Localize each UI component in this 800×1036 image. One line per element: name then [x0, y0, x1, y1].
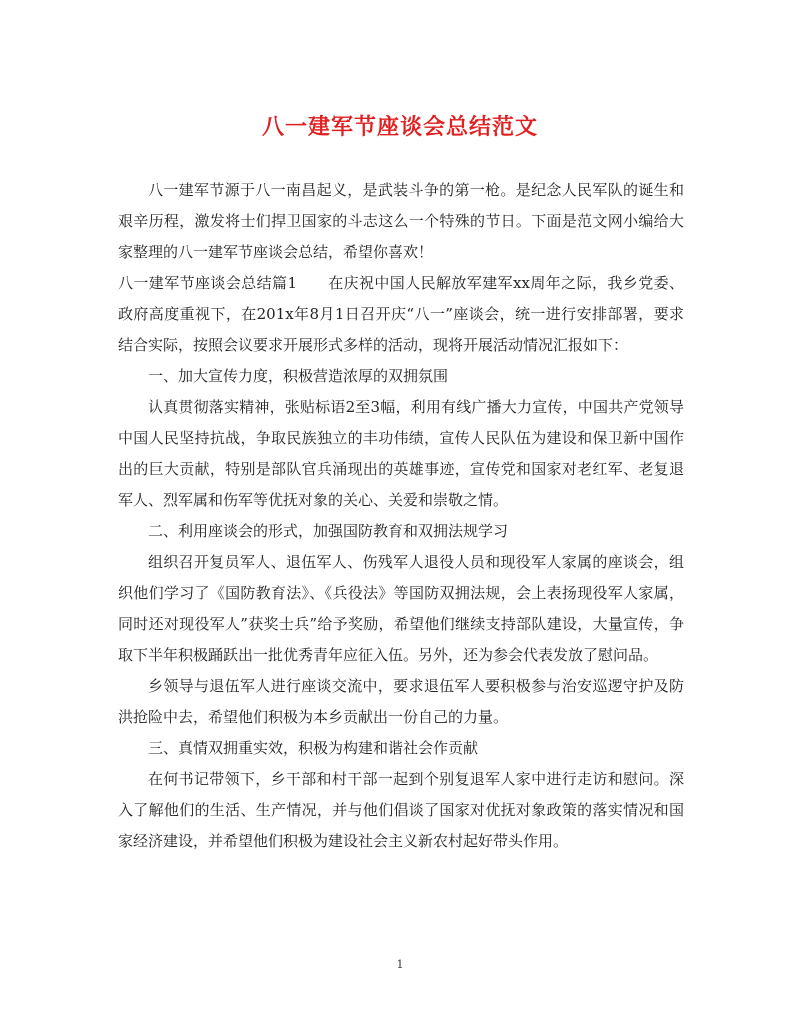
paragraph-part-3-body: 在何书记带领下，乡干部和村干部一起到个别复退军人家中进行走访和慰问。深入了解他们的生活、生产情况，并与他们倡谈了国家对优抚对象政策的落实情况和国家经济建设，并希望他们积极为建设社会主义新农村起好带头作用。	[118, 770, 684, 850]
document-body	[118, 175, 684, 857]
heading-part-2: 二、利用座谈会的形式，加强国防教育和双拥法规学习	[148, 522, 509, 540]
heading-part-3: 三、真情双拥重实效，积极为构建和谐社会作贡献	[148, 739, 479, 757]
paragraph-intro: 八一建军节源于八一南昌起义，是武装斗争的第一枪。是纪念人民军队的诞生和艰辛历程，激发将士们捍卫国家的斗志这么一个特殊的节日。下面是范文网小编给大家整理的八一建军节座谈会总结，希望你喜欢！	[118, 181, 684, 261]
paragraph-part-2-extra: 乡领导与退伍军人进行座谈交流中，要求退伍军人要积极参与治安巡逻守护及防洪抢险中去，希望他们积极为本乡贡献出一份自己的力量。	[118, 677, 684, 726]
heading-part-1: 一、加大宣传力度，积极营造浓厚的双拥氛围	[148, 367, 449, 385]
paragraph-part-2-body: 组织召开复员军人、退伍军人、伤残军人退役人员和现役军人家属的座谈会，组织他们学习了《国防教育法》、《兵役法》等国防双拥法规，会上表扬现役军人家属，同时还对现役军人”获奖士兵”给予奖励，希望他们继续支持部队建设，大量宣传，争取下半年积极踊跃出一批优秀青年应征入伍。另外，还为参会代表发放了慰问品。	[118, 553, 684, 664]
page-number: 1	[396, 958, 404, 971]
document-title: 八一建军节座谈会总结范文	[261, 114, 538, 140]
paragraph-section-1-intro: 八一建军节座谈会总结篇1 在庆祝中国人民解放军建军xx周年之际，我乡党委、政府高度重视下，在201x年8月1日召开庆“八一”座谈会，统一进行安排部署，要求结合实际，按照会议要求开展形式多样的活动，现将开展活动情况汇报如下：	[118, 274, 684, 354]
paragraph-part-1-body: 认真贯彻落实精神，张贴标语2至3幅，利用有线广播大力宣传，中国共产党领导中国人民坚持抗战，争取民族独立的丰功伟绩，宣传人民队伍为建设和保卫新中国作出的巨大贡献，特别是部队官兵涌现出的英雄事迹，宣传党和国家对老红军、老复退军人、烈军属和伤军等优抚对象的关心、关爱和崇敬之情。	[118, 398, 684, 509]
